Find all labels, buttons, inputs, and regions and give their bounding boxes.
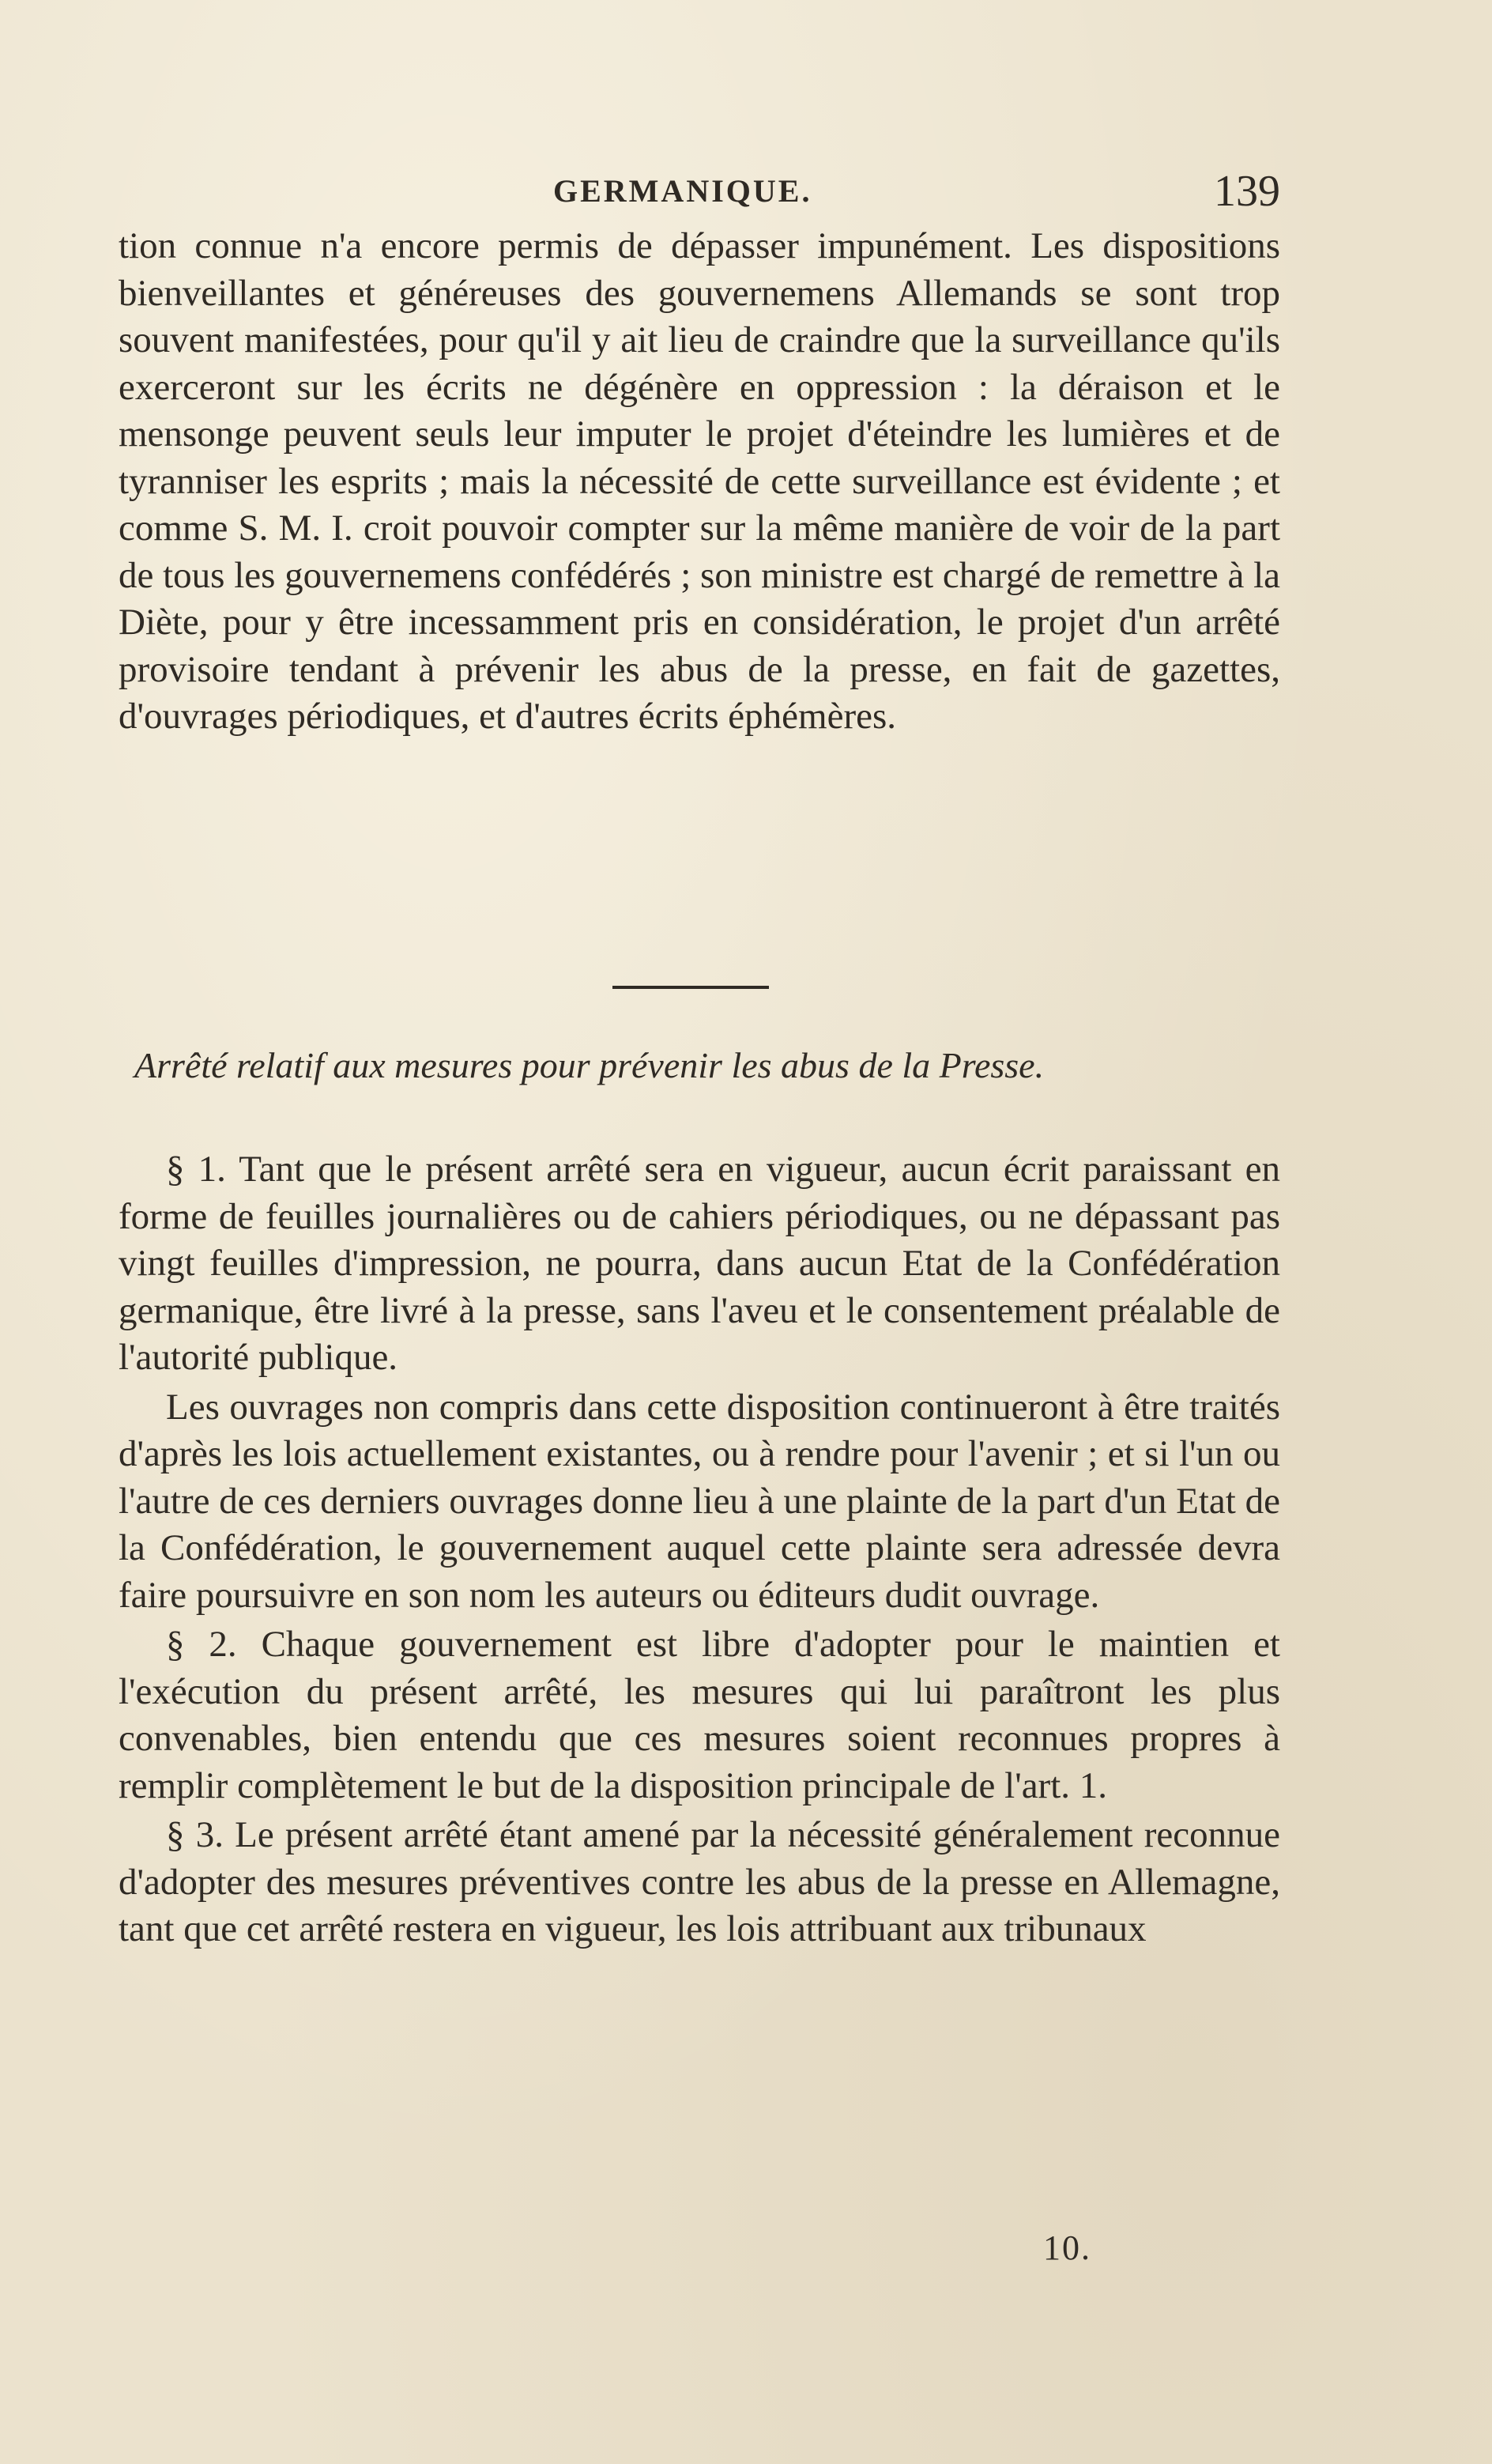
article-paragraph-4: § 3. Le présent arrêté étant amené par la nécessité généralement reconnue d'adopter des mesures préventives contre les abus de la presse en Allemagne, tant que cet arrêté restera en vigueur, les lois attribuant aux tribunaux: [119, 1814, 1280, 1949]
article-paragraph-2: Les ouvrages non compris dans cette disposition continueront à être traités d'après les lois actuellement existantes, ou à rendre pour l'avenir ; et si l'un ou l'autre de ces derniers ouvrages donne lieu à une plainte de la part d'un Etat de la Confédération, le gouvernement auquel cette plainte sera adressée devra faire poursuivre en son nom les auteurs ou éditeurs dudit ouvrage.: [119, 1386, 1280, 1616]
signature-mark: 10.: [1043, 2228, 1091, 2267]
running-head: [119, 166, 1280, 221]
article-paragraph-3: § 2. Chaque gouvernement est libre d'adopter pour le maintien et l'exécution du présent arrêté, les mesures qui lui paraîtront les plus convenables, bien entendu que ces mesures soient reconnues propres à remplir complètement le but de la disposition principale de l'art. 1.: [119, 1624, 1280, 1806]
articles-text: [119, 1146, 1280, 1953]
intro-paragraph: tion connue n'a encore permis de dépasser impunément. Les dispositions bienveillantes et généreuses des gouvernemens Allemands se sont trop souvent manifestées, pour qu'il y ait lieu de craindre que la surveillance qu'ils exerceront sur les écrits ne dégénère en oppression : la déraison et le mensonge peuvent seuls leur imputer le projet d'éteindre les lumières et de tyranniser les esprits ; mais la nécessité de cette surveillance est évidente ; et comme S. M. I. croit pouvoir compter sur la même manière de voir de la part de tous les gouvernemens confédérés ; son ministre est chargé de remettre à la Diète, pour y être incessamment pris en considération, le projet d'un arrêté provisoire tendant à prévenir les abus de la presse, en fait de gazettes, d'ouvrages périodiques, et d'autres écrits éphémères.: [119, 225, 1280, 737]
arrete-heading: Arrêté relatif aux mesures pour prévenir les abus de la Presse.: [134, 1045, 1045, 1085]
running-head-title: GERMANIQUE.: [553, 173, 812, 209]
page-number: 139: [1214, 167, 1280, 216]
article-paragraph-1: § 1. Tant que le présent arrêté sera en vigueur, aucun écrit paraissant en forme de feuilles journalières ou de cahiers périodiques, ou ne dépassant pas vingt feuilles d'impression, ne pourra, dans aucun Etat de la Confédération germanique, être livré à la presse, sans l'aveu et le consentement préalable de l'autorité publique.: [119, 1149, 1280, 1378]
intro-text: [119, 223, 1280, 741]
section-divider: [612, 986, 769, 989]
